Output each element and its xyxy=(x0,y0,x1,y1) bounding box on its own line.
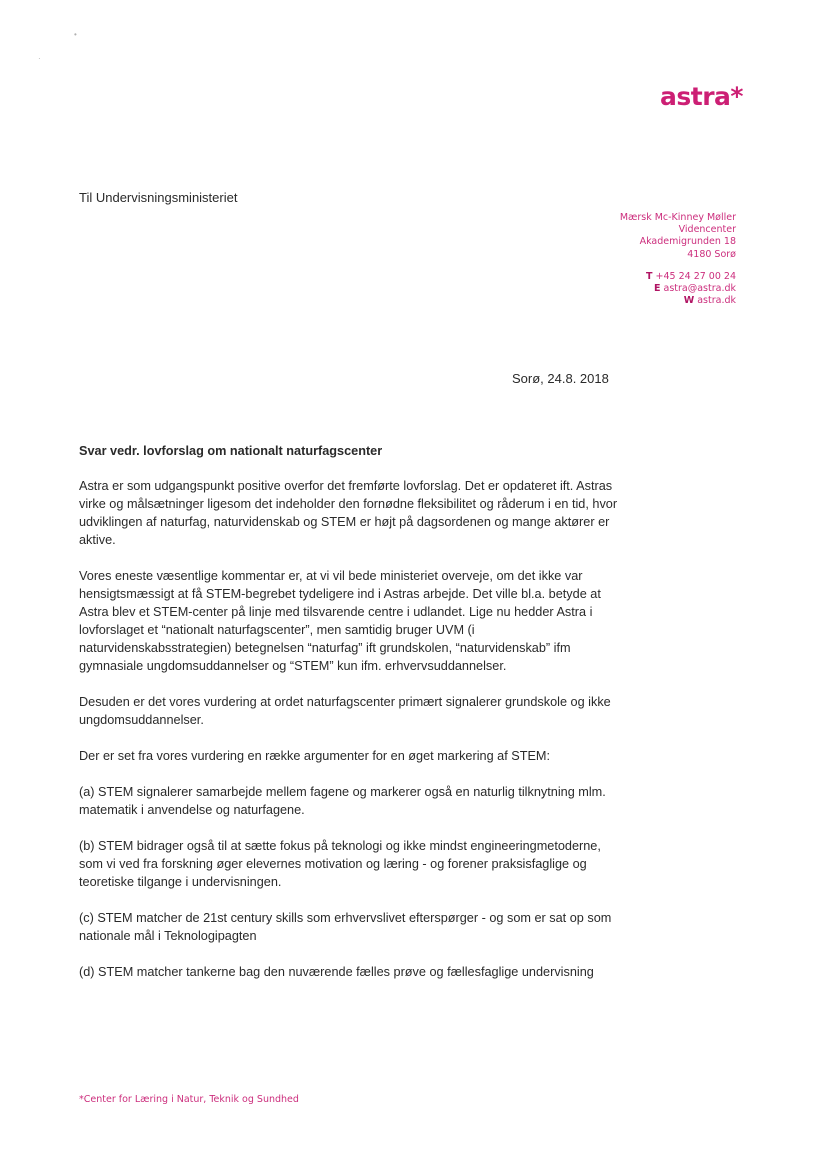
letter-paragraph: (d) STEM matcher tankerne bag den nuværende fælles prøve og fællesfaglige undervisning xyxy=(79,965,594,979)
phone-value: +45 24 27 00 24 xyxy=(655,270,736,282)
sender-street: Akademigrunden 18 xyxy=(639,236,736,248)
letter-body xyxy=(79,442,619,999)
sender-phone xyxy=(620,271,736,283)
letter-paragraph: (c) STEM matcher de 21st century skills som erhvervslivet efterspørger - og som er sat op som nationale mål i Teknologipagten xyxy=(79,911,612,943)
scan-speck: • xyxy=(74,30,77,39)
astra-logo: astra* xyxy=(660,82,743,111)
letter-subject: Svar vedr. lovforslag om nationalt naturfagscenter xyxy=(79,444,383,458)
letter-paragraph: Desuden er det vores vurdering at ordet naturfagscenter primært signalerer grundskole og ikke ungdomsuddannelser. xyxy=(79,695,611,727)
sender-name-line1: Mærsk Mc-Kinney Møller xyxy=(619,212,736,223)
sender-city: 4180 Sorø xyxy=(687,248,736,260)
web-label: W xyxy=(683,295,695,307)
sender-web xyxy=(620,295,736,307)
letter-date: Sorø, 24.8. 2018 xyxy=(512,371,609,386)
sender-email xyxy=(620,283,736,295)
letter-paragraph: Vores eneste væsentlige kommentar er, at vi vil bede ministeriet overveje, om det ikke var hensigtsmæssigt at få STEM-begrebet tydeligere ind i Astras arbejde. Det ville bl.a. betyde at Astra blev et STEM-center på linje med tilsvarende centre i udlandet. Lige nu hedder Astra i lovforslaget et “nationalt naturfagscenter”, men samtidig bruger UVM (i naturvidenskabsstrategien) betegnelsen “naturfag” ift grundskolen, “naturvidenskab” ifm gymnasiale ungdomsuddannelser og “STEM” kun ifm. erhvervsuddannelser. xyxy=(79,569,601,673)
letter-paragraph: Astra er som udgangspunkt positive overfor det fremførte lovforslag. Det er opdateret ift. Astras virke og målsætninger ligesom det indeholder den fornødne fleksibilitet og råderum i en tid, hvor udviklingen af naturfag, naturvidenskab og STEM er højt på dagsordenen og mange aktører er aktive. xyxy=(79,479,618,547)
scan-speck: · xyxy=(38,54,41,63)
sender-name-line2: Videncenter xyxy=(678,224,736,236)
letter-paragraph: (a) STEM signalerer samarbejde mellem fagene og markerer også en naturlig tilknytning mlm. matematik i anvendelse og naturfagene. xyxy=(79,785,606,817)
email-value: astra@astra.dk xyxy=(663,283,736,295)
email-label: E xyxy=(653,283,661,295)
addressee: Til Undervisningsministeriet xyxy=(79,190,238,205)
sender-address-block xyxy=(620,212,736,307)
letter-paragraph: Der er set fra vores vurdering en række argumenter for en øget markering af STEM: xyxy=(79,749,551,763)
web-value: astra.dk xyxy=(697,295,736,307)
phone-label: T xyxy=(646,270,653,282)
footnote: *Center for Læring i Natur, Teknik og Sundhed xyxy=(79,1094,299,1105)
letter-paragraph: (b) STEM bidrager også til at sætte fokus på teknologi og ikke mindst engineeringmetoderne, som vi ved fra forskning øger elevernes motivation og læring - og forener praksisfaglige og teoretiske tilgange i undervisningen. xyxy=(79,839,601,889)
